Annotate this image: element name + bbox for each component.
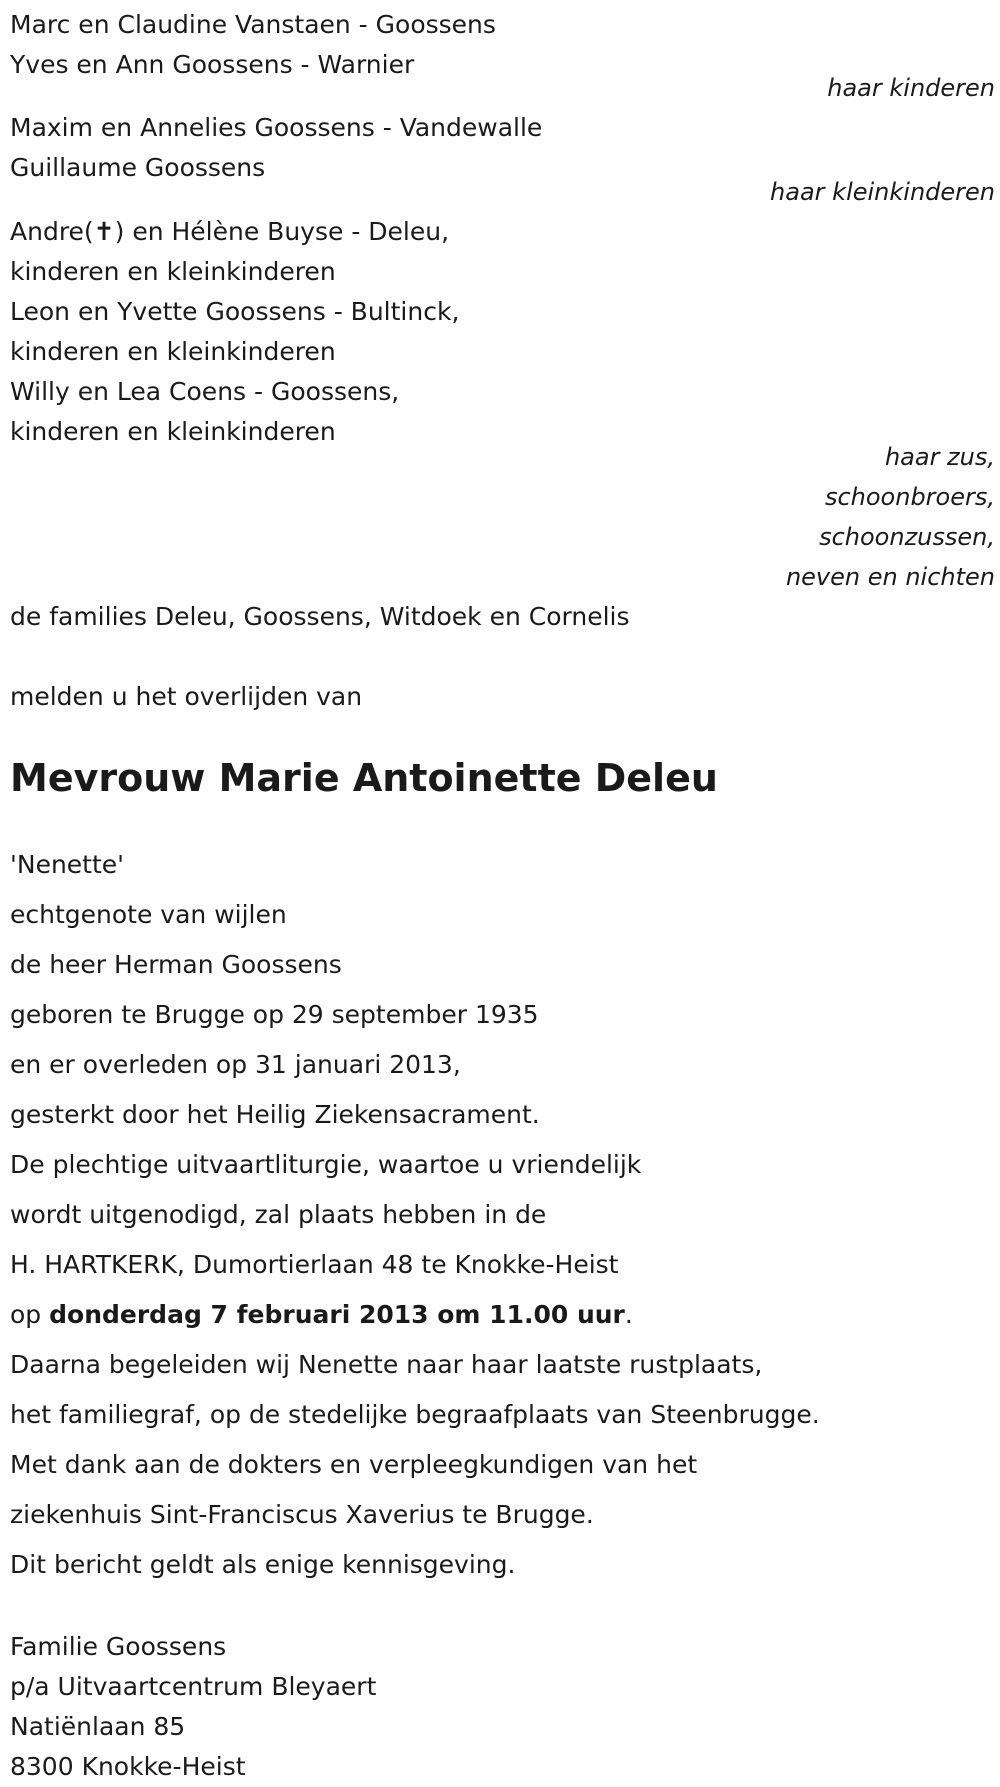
- siblings-line: kinderen en kleinkinderen: [10, 257, 336, 286]
- death-line: en er overleden op 31 januari 2013,: [10, 1050, 461, 1079]
- siblings-section: [10, 212, 995, 452]
- address-block: [10, 1627, 995, 1787]
- families-line: de families Deleu, Goossens, Witdoek en Cornelis: [10, 602, 630, 631]
- address-line: Natiënlaan 85: [10, 1712, 186, 1741]
- address-line: 8300 Knokke-Heist: [10, 1752, 246, 1781]
- siblings-line: kinderen en kleinkinderen: [10, 337, 336, 366]
- grandchildren-line: Guillaume Goossens: [10, 153, 266, 182]
- siblings-label: schoonzussen,: [819, 523, 995, 551]
- siblings-line: Leon en Yvette Goossens - Bultinck,: [10, 297, 460, 326]
- children-label: haar kinderen: [827, 74, 995, 102]
- siblings-line: Andre(✝) en Hélène Buyse - Deleu,: [10, 217, 450, 246]
- deceased-name: Mevrouw Marie Antoinette Deleu: [10, 756, 718, 800]
- obituary-body: [10, 840, 995, 1590]
- body-line: gesterkt door het Heilig Ziekensacrament.: [10, 1100, 540, 1129]
- service-date-prefix: op: [10, 1300, 50, 1329]
- siblings-line: Willy en Lea Coens - Goossens,: [10, 377, 400, 406]
- service-date-line: [10, 1290, 995, 1340]
- body-line: Daarna begeleiden wij Nenette naar haar laatste rustplaats,: [10, 1350, 763, 1379]
- grandchildren-label: haar kleinkinderen: [770, 178, 995, 206]
- body-line: De plechtige uitvaartliturgie, waartoe u vriendelijk: [10, 1150, 642, 1179]
- address-line: p/a Uitvaartcentrum Bleyaert: [10, 1672, 377, 1701]
- siblings-line: kinderen en kleinkinderen: [10, 417, 336, 446]
- service-date-suffix: .: [624, 1300, 633, 1329]
- grandchildren-line: Maxim en Annelies Goossens - Vandewalle: [10, 113, 543, 142]
- body-line: Dit bericht geldt als enige kennisgeving.: [10, 1550, 516, 1579]
- children-line: Yves en Ann Goossens - Warnier: [10, 50, 415, 79]
- address-line: Familie Goossens: [10, 1632, 227, 1661]
- body-line: echtgenote van wijlen: [10, 900, 287, 929]
- body-line: de heer Herman Goossens: [10, 950, 342, 979]
- body-line: het familiegraf, op de stedelijke begraafplaats van Steenbrugge.: [10, 1400, 820, 1429]
- body-line: wordt uitgenodigd, zal plaats hebben in de: [10, 1200, 547, 1229]
- body-line: Met dank aan de dokters en verpleegkundigen van het: [10, 1450, 698, 1479]
- nickname: 'Nenette': [10, 850, 125, 879]
- birth-line: geboren te Brugge op 29 september 1935: [10, 1000, 539, 1029]
- announce-line: melden u het overlijden van: [10, 682, 363, 711]
- siblings-label: neven en nichten: [785, 563, 995, 591]
- children-line: Marc en Claudine Vanstaen - Goossens: [10, 10, 496, 39]
- siblings-label: schoonbroers,: [824, 483, 995, 511]
- siblings-label: haar zus,: [884, 443, 995, 471]
- body-line: ziekenhuis Sint-Franciscus Xaverius te Brugge.: [10, 1500, 594, 1529]
- church-line: H. HARTKERK, Dumortierlaan 48 te Knokke-Heist: [10, 1250, 619, 1279]
- service-date: donderdag 7 februari 2013 om 11.00 uur: [49, 1300, 625, 1329]
